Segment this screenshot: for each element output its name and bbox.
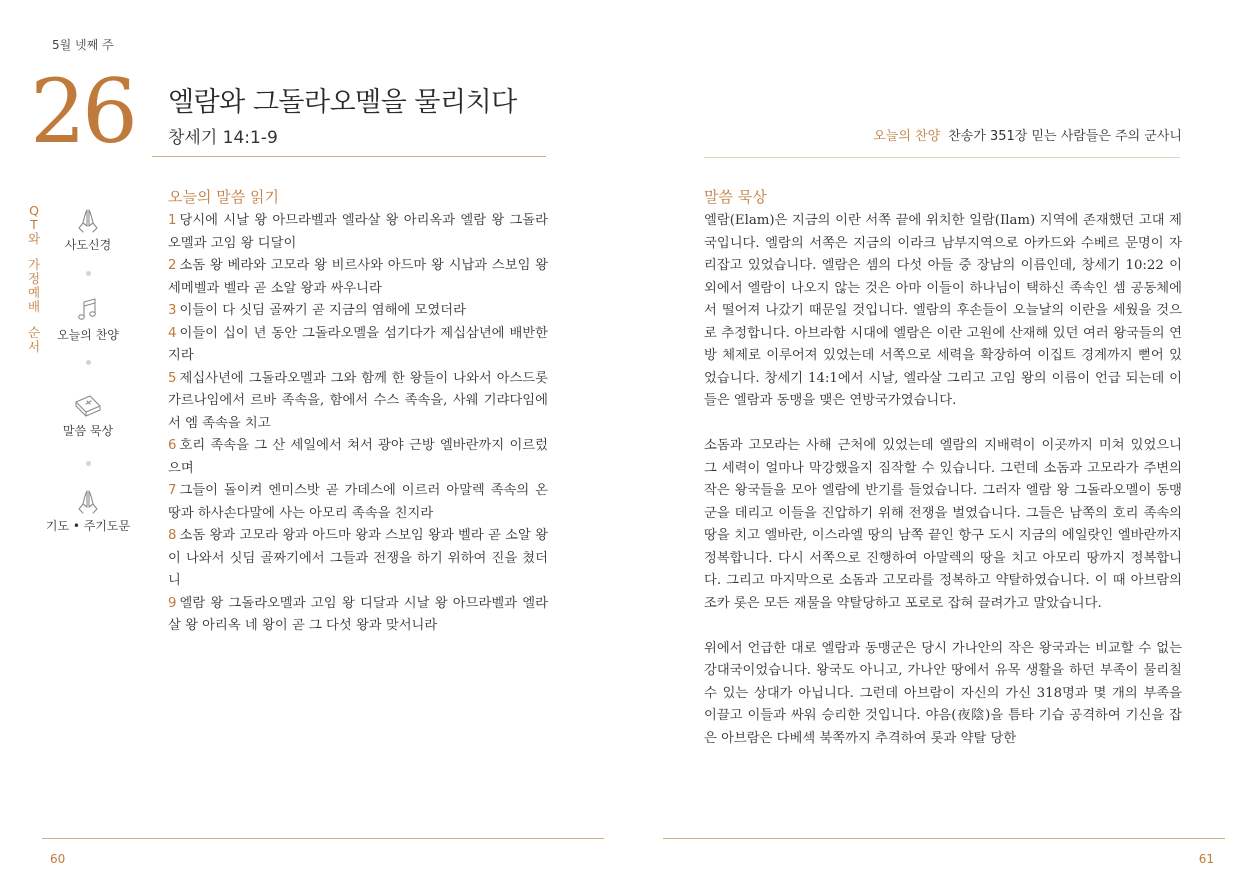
step-label: 사도신경 [64, 238, 112, 252]
verse [168, 435, 548, 480]
page-title: 엘람와 그돌라오멜을 물리치다 [168, 87, 517, 118]
vertical-char: 배 [27, 299, 41, 314]
verse [168, 480, 548, 525]
hymn-text: 찬송가 351장 믿는 사람들은 주의 군사니 [948, 129, 1182, 144]
vertical-char: Q [29, 203, 39, 218]
verse [168, 368, 548, 436]
verse [168, 210, 548, 255]
step-label: 오늘의 찬양 [57, 328, 119, 342]
vertical-char: T [30, 217, 38, 232]
page-number-right: 61 [1198, 852, 1214, 866]
meditation-paragraph: 엘람(Elam)은 지금의 이란 서쪽 끝에 위치한 일람(Ilam) 지역에 존재했던 고대 제국입니다. 엘람의 서쪽은 지금의 이라크 남부지역으로 아카드와 수베르 문명이 자리잡고 있었습니다. 엘람은 셈의 다섯 아들 중 장남의 이름인데, 창세기 10:22 이외에서 엘람이 나오지 않는 것은 아마 이들이 하나님이 택하신 족속인 셈 공동체에서 떨어져 나갔기 때문일 것입니다. 엘람의 후손들이 오늘날의 이란을 세웠을 것으로 추정합니다. 아브라함 시대에 엘람은 이란 고원에 산재해 있던 여러 왕국들의 연방 체제로 이루어져 있었는데 서쪽으로 세력을 확장하여 이집트 경계까지 뻗어 있었습니다. 창세기 14:1에서 시날, 엘라살 그리고 고임 왕의 이름이 언급 되는데 이들은 엘람과 동맹을 맺은 연방국가였습니다. [704, 213, 1182, 408]
step-prayer [44, 487, 132, 534]
page-number-left: 60 [50, 852, 66, 866]
verse [168, 593, 548, 638]
meditation-heading: 말씀 묵상 [704, 188, 767, 206]
verse-text: 소돔 왕 베라와 고모라 왕 비르사와 아드마 왕 시납과 스보임 왕 세메벨과 벨라 곧 소알 왕과 싸우니라 [168, 258, 548, 296]
vertical-char: 와 [27, 231, 41, 246]
music-note-icon [73, 296, 103, 324]
step-todays-hymn [44, 296, 132, 343]
vertical-char: 정 [27, 271, 41, 286]
verse-text: 당시에 시날 왕 아므라벨과 엘라살 왕 아리옥과 엘람 왕 그돌라오멜과 고임 왕 디달이 [168, 213, 548, 251]
verse-number: 9 [168, 595, 177, 611]
footer-divider-left [42, 838, 604, 839]
praying-hands-icon [73, 206, 103, 234]
verse-text: 이들이 다 싯딤 골짜기 곧 지금의 염해에 모였더라 [179, 303, 466, 318]
step-label: 말씀 묵상 [62, 424, 114, 438]
step-separator-dot [86, 461, 91, 466]
meditation-paragraph: 위에서 언급한 대로 엘람과 동맹군은 당시 가나안의 작은 왕국과는 비교할 수 없는 강대국이었습니다. 왕국도 아니고, 가나안 땅에서 유목 생활을 하던 부족이 물리칠 수 있는 상대가 아닙니다. 그런데 아브람이 자신의 가신 318명과 몇 개의 부족을 이끌고 이들과 싸워 승리한 것입니다. 야음(夜陰)을 틈타 기습 공격하여 기신을 잡은 아브람은 다베섹 북쪽까지 추격하여 롯과 약탈 당한 [704, 640, 1182, 746]
vertical-qt-label [26, 204, 42, 354]
verse-text: 호리 족속을 그 산 세일에서 쳐서 광야 근방 엘바란까지 이르렀으며 [168, 438, 548, 476]
vertical-char: 서 [27, 339, 41, 354]
verse-text: 소돔 왕과 고모라 왕과 아드마 왕과 스보임 왕과 벨라 곧 소알 왕이 나와서 싯딤 골짜기에서 그들과 전쟁을 하기 위하여 진을 쳤더니 [168, 528, 548, 588]
verse [168, 300, 548, 323]
hymn-label: 오늘의 찬양 [873, 129, 941, 144]
meditation-paragraph: 소돔과 고모라는 사해 근처에 있었는데 엘람의 지배력이 이곳까지 미쳐 있었으니 그 세력이 얼마나 막강했을지 짐작할 수 있습니다. 그런데 소돔과 고모라가 주변의 작은 왕국들을 모아 엘람에 반기를 들었습니다. 그러자 엘람 왕 그돌라오멜이 동맹군을 데리고 이들을 진압하기 위해 전쟁을 벌였습니다. 그들은 남쪽의 호리 족속의 땅을 치고 엘바란, 이스라엘 땅의 남쪽 끝인 항구 도시 지금의 에일랏인 엘바란까지 정복합니다. 다시 서쪽으로 진행하여 아말렉의 땅을 치고 아모리 땅까지 정복합니다. 그리고 마지막으로 소돔과 고모라를 정복하고 약탈하였습니다. 이 때 아브람의 조카 롯은 모든 재물을 약탈당하고 포로로 잡혀 끌려가고 말았습니다. [704, 438, 1182, 611]
verse-number: 2 [168, 258, 177, 273]
verse-number: 1 [168, 213, 177, 228]
verse-number: 3 [168, 303, 177, 318]
verse [168, 525, 548, 593]
step-label: 기도 • 주기도문 [45, 519, 131, 533]
vertical-char: 순 [27, 325, 41, 340]
week-label: 5월 넷째 주 [52, 38, 114, 52]
verse-list [168, 210, 548, 638]
day-number: 26 [30, 60, 134, 163]
verse-text: 그들이 돌이켜 엔미스밧 곧 가데스에 이르러 아말렉 족속의 온 땅과 하사손다말에 사는 아모리 족속을 친지라 [168, 483, 548, 521]
praying-hands-icon [73, 487, 103, 515]
header-divider-left [152, 156, 546, 157]
verse-text: 엘람 왕 그돌라오멜과 고임 왕 디달과 시날 왕 아므라벨과 엘라살 왕 아리옥 네 왕이 곧 그 다섯 왕과 맞서니라 [168, 595, 548, 633]
step-separator-dot [86, 360, 91, 365]
verse-number: 6 [168, 438, 177, 453]
step-apostles-creed [44, 206, 132, 253]
scripture-reference: 창세기 14:1-9 [168, 128, 278, 148]
meditation-body [704, 210, 1182, 773]
header-divider-right [704, 157, 1180, 158]
verse-text: 이들이 십이 년 동안 그돌라오멜을 섬기다가 제십삼년에 배반한지라 [168, 325, 548, 363]
vertical-char: 예 [27, 285, 41, 300]
bible-icon [72, 392, 104, 420]
verse-number: 7 [168, 483, 177, 498]
step-word-meditation [44, 392, 132, 439]
verse [168, 255, 548, 300]
verse-number: 4 [168, 325, 177, 341]
footer-divider-right [663, 838, 1225, 839]
hymn-line [873, 125, 1182, 144]
step-separator-dot [86, 271, 91, 276]
vertical-char: 가 [27, 257, 41, 272]
verse-number: 8 [168, 528, 177, 543]
verse-number: 5 [168, 370, 177, 386]
reading-heading: 오늘의 말씀 읽기 [168, 188, 279, 206]
verse [168, 323, 548, 368]
verse-text: 제십사년에 그돌라오멜과 그와 함께 한 왕들이 나와서 아스드롯 가르나임에서 르바 족속을, 함에서 수스 족속을, 사웨 기랴다임에서 엠 족속을 치고 [168, 370, 548, 431]
